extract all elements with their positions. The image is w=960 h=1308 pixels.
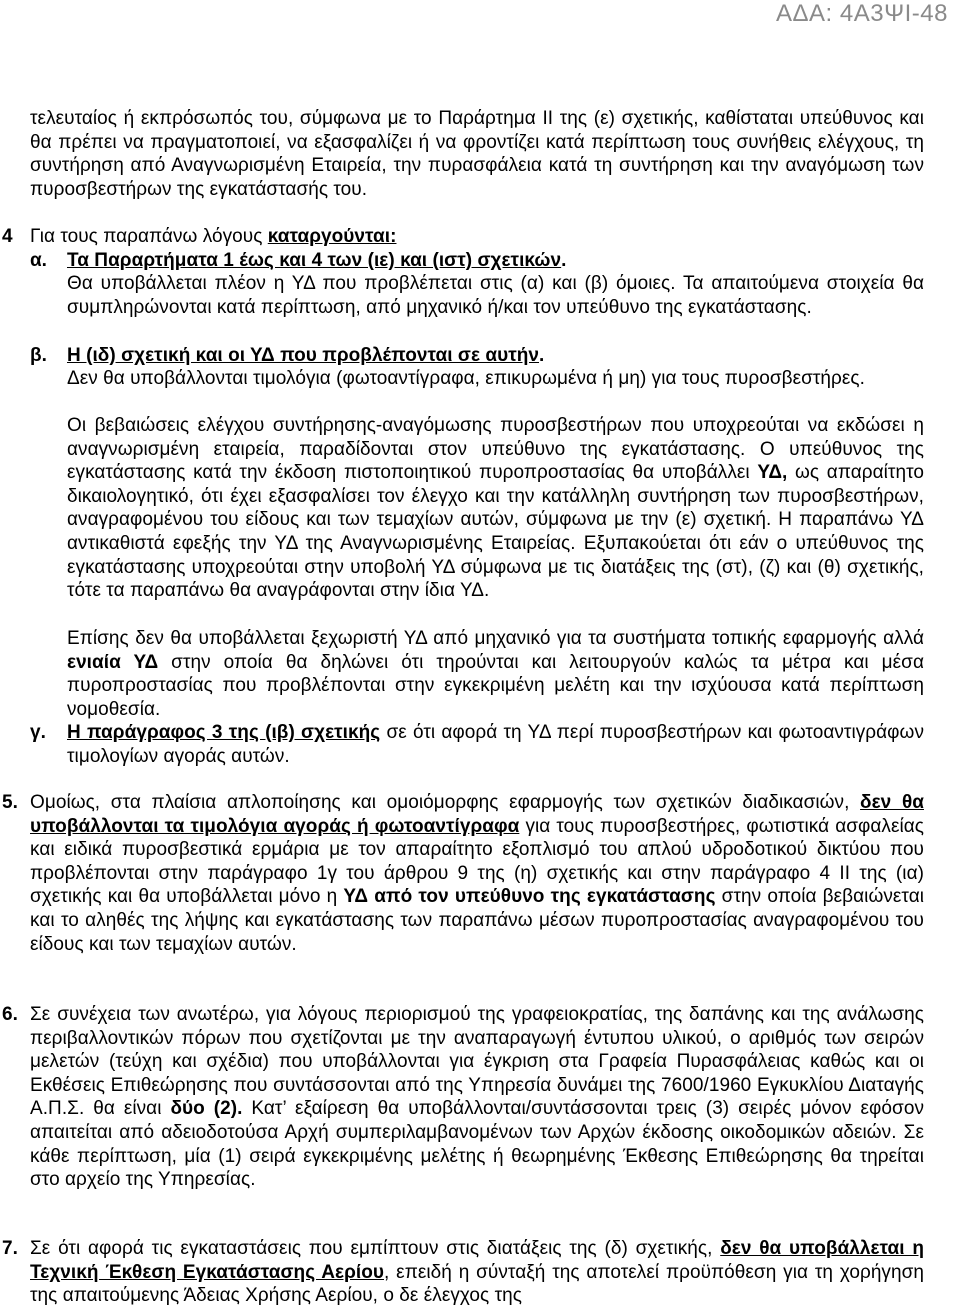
item-4-bold: καταργούνται:: [267, 226, 397, 247]
item-7-number: 7.: [2, 1238, 18, 1259]
item-4a-heading-text: Τα Παραρτήματα 1 έως και 4 των (ιε) και (ιστ) σχετικών: [67, 250, 562, 271]
item-4c-heading: Η παράγραφος 3 της (ιβ) σχετικής: [67, 722, 381, 743]
item-4-intro: [30, 225, 924, 249]
item-5-t1: Ομοίως, στα πλαίσια απλοποίησης και ομοιόμορφης εφαρμογής των σχετικών διαδικασιών,: [30, 792, 861, 813]
item-7-t2: δεν θα υποβάλλεται η Τεχνική Έκθεση Εγκατάστασης Αερίου: [30, 1238, 924, 1283]
item-4b-p2-post: ως απαραίτητο δικαιολογητικό, ότι έχει εξασφαλίσει τον έλεγχο και την κατάλληλη συντήρηση των πυροσβεστήρων, αναγραφομένου του είδους και των τεμαχίων αυτών, σύμφωνα με την (ε) σχετική. Η παραπάνω ΥΔ αντικαθιστά εφεξής την ΥΔ της Αναγνωρισμένης Εταιρείας. Εξυπακούεται ότι εάν ο υπεύθυνος της εγκατάστασης υποχρεούται στην υποβολή ΥΔ σύμφωνα με τις διατάξεις της (στ), (ζ) και (θ) σχετικής, τότε τα παραπάνω θα αναγράφονται στην ίδια ΥΔ.: [67, 462, 924, 602]
item-6-t2: δύο (2).: [170, 1098, 243, 1120]
item-4b-heading: [67, 344, 924, 368]
item-4c-paragraph: [67, 721, 924, 768]
item-4b-p3-post: στην οποία θα δηλώνει ότι τηρούνται και λειτουργούν καλώς τα μέτρα και μέσα πυροπροστασίας που προβλέπονται στην εγκεκριμένη μελέτη και την ισχύουσα κατά περίπτωση νομοθεσία.: [67, 651, 924, 720]
item-4a-p1: Θα υποβάλλεται πλέον η ΥΔ που προβλέπεται στις (α) και (β) όμοιες.: [67, 273, 676, 294]
item-4a-paragraph: [67, 272, 924, 319]
item-4b-p2-pre: Οι βεβαιώσεις ελέγχου συντήρησης-αναγόμωσης πυροσβεστήρων που υποχρεούται να εκδώσει η αναγνωρισμένη εταιρεία, παραδίδονται στον υπεύθυνο της εγκατάστασης. Ο υπεύθυνος της εγκατάστασης κατά την έκδοση πιστοποιητικού πυροπροστασίας θα υποβάλλει: [67, 415, 924, 484]
item-4b-p1: Δεν θα υποβάλλονται τιμολόγια (φωτοαντίγραφα, επικυρωμένα ή μη) για τους πυροσβεστήρες.: [67, 368, 865, 389]
item-4-number: 4: [2, 226, 13, 247]
item-6-t1: Σε συνέχεια των ανωτέρω, για λόγους περιορισμού της γραφειοκρατίας, της δαπάνης και της ανάλωσης περιβαλλοντικών πόρων που σχετίζονται με την αναπαραγωγή έντυπου υλικού, ο αριθμός των σειρών μελετών (τεύχη και σχέδια) που υποβάλλονται για έγκριση στα Γραφεία Πυρασφάλειας καθώς και οι Εκθέσεις Επιθεώρησης που συντάσσονται από της Υπηρεσία δυνάμει της 7600/1960 Εγκυκλίου Διαταγής Α.Π.Σ. θα είναι: [30, 1004, 924, 1120]
item-4b-p3-bold: ενιαία ΥΔ: [67, 651, 159, 673]
item-4c-label: γ.: [30, 722, 46, 743]
intro-paragraph: τελευταίος ή εκπρόσωπός του, σύμφωνα με το Παράρτημα ΙΙ της (ε) σχετικής, καθίσταται υπεύθυνος και θα πρέπει να πραγματοποιεί, να εξασφαλίζει ή να φροντίζει κατά περίπτωση τους συνήθεις ελέγχους, τη συντήρηση από Αναγνωρισμένη Εταιρεία, την πυρασφάλεια κατά τη συντήρηση και την αναγόμωση των πυροσβεστήρων της εγκατάστασής του.: [30, 108, 924, 200]
ada-code: ΑΔΑ: 4Α3ΨΙ-48: [776, 0, 948, 27]
item-7-t1: Σε ότι αφορά τις εγκαταστάσεις που εμπίπτουν στις διατάξεις της (δ) σχετικής,: [30, 1238, 721, 1259]
item-7-paragraph: [30, 1237, 924, 1308]
item-4-text: Για τους παραπάνω λόγους: [30, 226, 268, 247]
item-5-paragraph: [30, 791, 924, 956]
item-4b-p3-pre: Επίσης δεν θα υποβάλλεται ξεχωριστή ΥΔ από μηχανικό για τα συστήματα τοπικής εφαρμογής αλλά: [67, 628, 924, 649]
item-4b-label: β.: [30, 345, 47, 366]
item-5-t5: στην οποία βεβαιώνεται και το αληθές της λήψης και εγκατάστασης των παραπάνω μέσων πυροπροστασίας αναγραφομένου του είδους και των τεμαχίων αυτών.: [30, 886, 925, 955]
item-4b-p2-bold: ΥΔ,: [757, 462, 788, 484]
item-7-t3: , επειδή η σύνταξή της αποτελεί προϋπόθεση για τη χορήγηση της απαιτούμενης Άδειας Χρήσης Αερίου, ο δε έλεγχος της: [30, 1261, 924, 1307]
item-4b-heading-text: Η (ιδ) σχετική και οι ΥΔ που προβλέπονται σε αυτήν: [67, 345, 539, 366]
item-5-t2: δεν θα υποβάλλονται τα τιμολόγια αγοράς ή φωτοαντίγραφα: [30, 792, 924, 837]
item-6-paragraph: [30, 1003, 924, 1192]
item-4a-p2: Τα απαιτούμενα στοιχεία θα συμπληρώνονται κατά περίπτωση, από μηχανικό ή/και τον υπεύθυνο της εγκατάστασης.: [67, 273, 924, 318]
item-5-t4: ΥΔ από τον υπεύθυνο της εγκατάστασης: [343, 886, 716, 908]
item-6-t3: Κατ’ εξαίρεση θα υποβάλλονται/συντάσσονται τρεις (3) σειρές μόνον εφόσον απαιτείται από αδειοδοτούσα Αρχή συμπεριλαμβανομένων των Αρχών έκδοσης οικοδομικών αδειών. Σε κάθε περίπτωση, μία (1) σειρά εγκεκριμένης μελέτης ή θεωρημένης Έκθεσης Επιθεώρησης θα τηρείται στο αρχείο της Υπηρεσίας.: [30, 1098, 924, 1191]
item-4a-heading-end: .: [561, 250, 567, 271]
item-5-t3: για τους πυροσβεστήρες, φωτιστικά ασφαλείας και ειδικά πυροσβεστικά ερμάρια με τον απαραίτητο εξοπλισμό του απλού υδροδοτικού δικτύου που προβλέπονται στην παράγραφο 1γ του άρθρου 9 της (η) σχετικής και στην παράγραφο 4 ΙΙ της (ια) σχετικής και θα υποβάλλεται μόνο η: [30, 815, 924, 908]
item-4b-heading-end: .: [539, 345, 545, 366]
item-6-number: 6.: [2, 1004, 18, 1025]
item-4a-heading: [67, 249, 924, 273]
item-4a-label: α.: [30, 250, 47, 271]
item-4c-text: σε ότι αφορά τη ΥΔ περί πυροσβεστήρων και φωτοαντιγράφων τιμολογίων αγοράς αυτών.: [67, 722, 924, 767]
item-5-number: 5.: [2, 792, 18, 813]
item-4b-p3: [67, 627, 924, 721]
item-4b-p2: [67, 414, 924, 603]
